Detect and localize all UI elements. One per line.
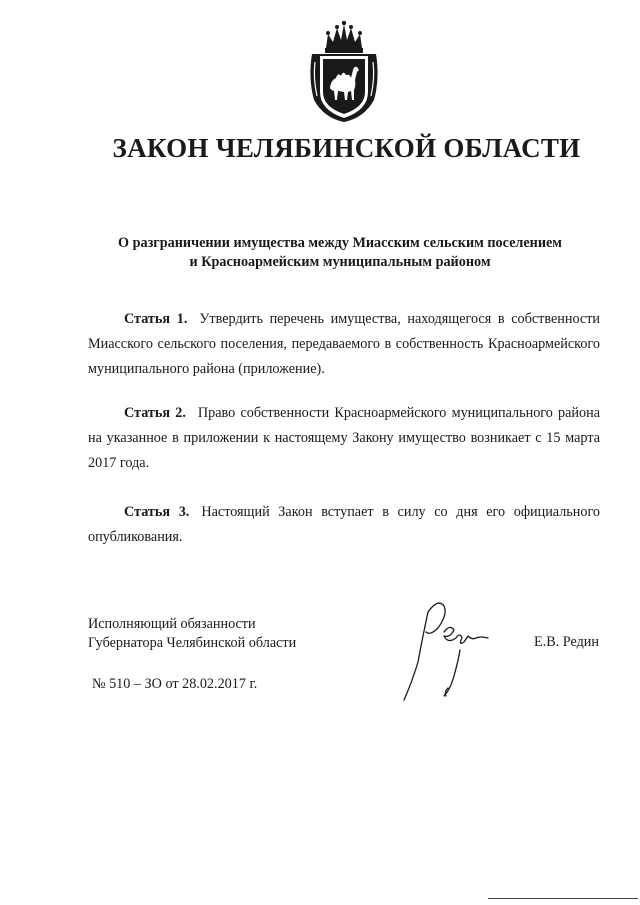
- law-number: № 510 – ЗО от 28.02.2017 г.: [92, 676, 258, 692]
- article-3-label: Статья 3.: [124, 504, 190, 520]
- signer-position-line-1: Исполняющий обязанности: [88, 616, 256, 632]
- article-3: [88, 500, 600, 550]
- law-subject: [80, 234, 600, 272]
- article-1-text: Утвердить перечень имущества, находящегося в собственности Миасского сельского поселения, передаваемого в собственность Красноармейского муниципального района (приложение).: [88, 311, 600, 377]
- chelyabinsk-coat-of-arms-icon: [304, 18, 384, 124]
- signer-position-line-2: Губернатора Челябинской области: [88, 635, 297, 651]
- article-1: [88, 307, 600, 382]
- signer-position: [88, 615, 296, 653]
- article-2-text: Право собственности Красноармейского муниципального района на указанное в приложении к настоящему Закону имущество возникает с 15 марта 2017 года.: [88, 405, 601, 471]
- law-subject-line-2: и Красноармейским муниципальным районом: [189, 254, 491, 270]
- law-subject-line-1: О разграничении имущества между Миасским сельским поселением: [118, 235, 562, 251]
- article-2-label: Статья 2.: [124, 405, 186, 421]
- signer-name: Е.В. Редин: [534, 634, 599, 650]
- article-3-text: Настоящий Закон вступает в силу со дня его официального опубликования.: [88, 504, 601, 545]
- article-2: [88, 401, 600, 476]
- article-1-label: Статья 1.: [124, 311, 188, 327]
- bottom-divider: [488, 898, 638, 899]
- law-title: ЗАКОН ЧЕЛЯБИНСКОЙ ОБЛАСТИ: [112, 133, 581, 163]
- handwritten-signature-icon: [398, 592, 498, 704]
